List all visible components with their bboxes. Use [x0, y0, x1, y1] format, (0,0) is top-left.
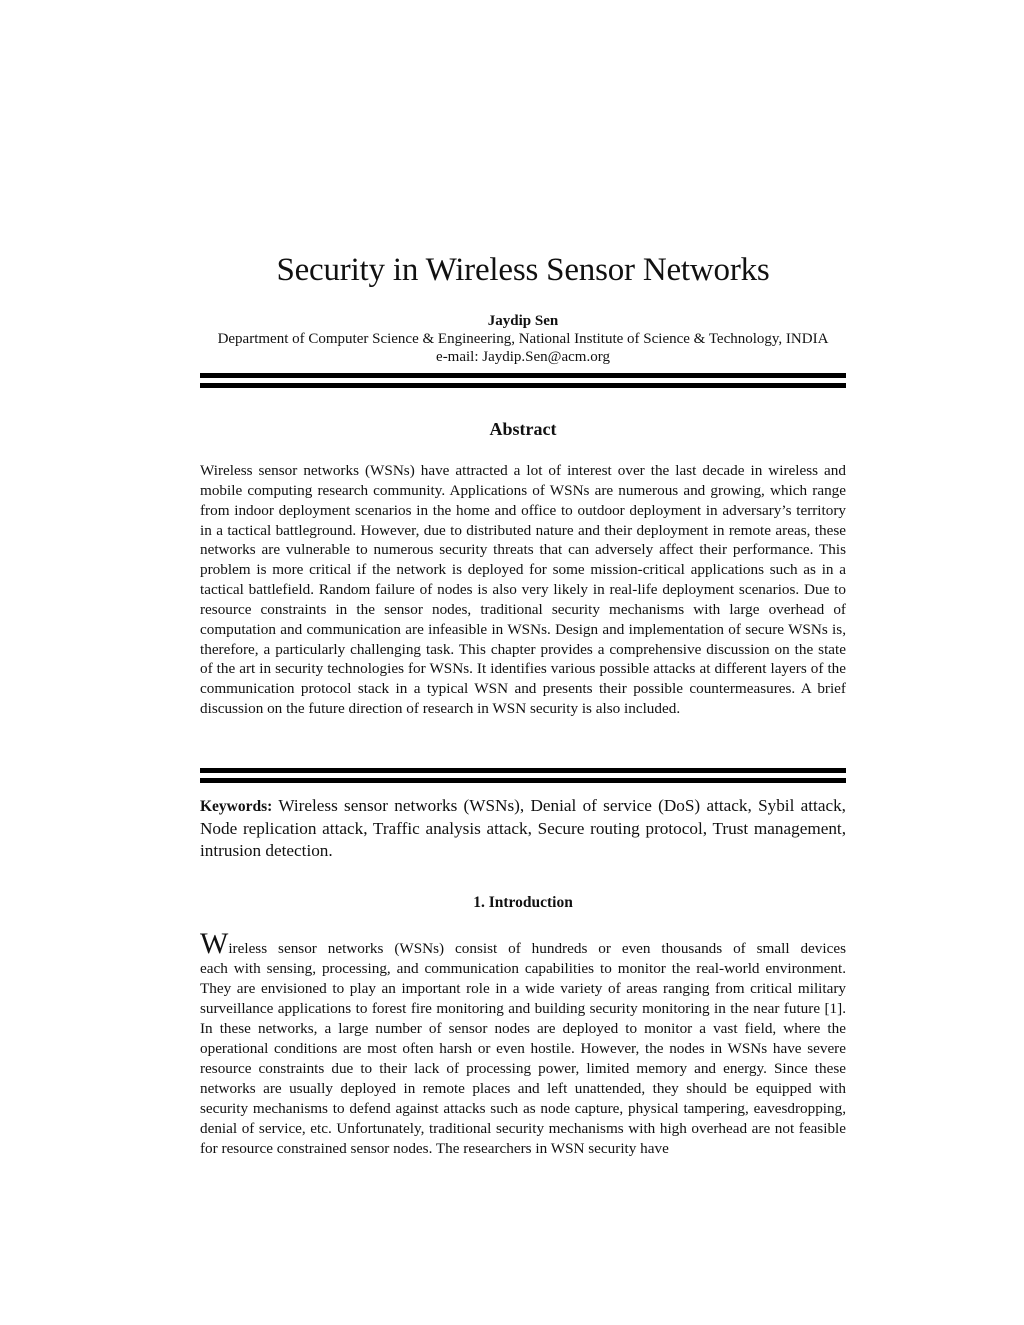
- author-name: Jaydip Sen: [487, 313, 559, 329]
- paper-title: Security in Wireless Sensor Networks: [276, 252, 770, 288]
- keywords-label: Keywords:: [200, 798, 273, 815]
- section-heading-introduction: 1. Introduction: [473, 894, 573, 911]
- author-email: e-mail: Jaydip.Sen@acm.org: [436, 349, 610, 365]
- divider-bar-thin: [200, 383, 846, 388]
- divider-bar-thick: [200, 768, 846, 773]
- author-affiliation: Department of Computer Science & Engineering, National Institute of Science & Technology, INDIA: [217, 331, 829, 347]
- introduction-paragraph: each with sensing, processing, and communication capabilities to monitor the real-world environment. They are envisioned to play an important role in a wide variety of areas ranging from critical military surveillance applications to forest fire monitoring and building security monitoring in the near future [1]. In these networks, a large number of sensor nodes are deployed to monitor a vast field, where the operational conditions are most often harsh or even hostile. However, the nodes in WSNs have severe resource constraints due to their lack of processing power, limited memory and energy. Since these networks are usually deployed in remote places and left unattended, they should be equipped with security mechanisms to defend against attacks such as node capture, physical tampering, eavesdropping, denial of service, etc. Unfortunately, traditional security mechanisms with high overhead are not feasible for resource constrained sensor nodes. The researchers in WSN security have: [200, 960, 846, 1157]
- keywords-text: Wireless sensor networks (WSNs), Denial of service (DoS) attack, Sybil attack, Node replication attack, Traffic analysis attack, Secure routing protocol, Trust management, intrusion detection.: [200, 796, 846, 860]
- introduction-body: [200, 927, 846, 1159]
- abstract-heading: Abstract: [489, 419, 557, 439]
- divider-bar-thick: [200, 373, 846, 378]
- header-divider: [200, 373, 846, 389]
- dropcap-letter: W: [200, 927, 229, 960]
- introduction-first-line-text: ireless sensor networks (WSNs) consist of hundreds or even thousands of small devices: [228, 940, 846, 957]
- keywords-block: [200, 795, 846, 862]
- abstract-divider: [200, 768, 846, 784]
- abstract-body: Wireless sensor networks (WSNs) have attracted a lot of interest over the last decade in wireless and mobile computing research community. Applications of WSNs are numerous and growing, which range from indoor deployment scenarios in the home and office to outdoor deployment in adversary’s territory in a tactical battleground. However, due to distributed nature and their deployment in remote areas, these networks are vulnerable to numerous security threats that can adversely affect their performance. This problem is more critical if the network is deployed for some mission-critical applications such as in a tactical battlefield. Random failure of nodes is also very likely in real-life deployment scenarios. Due to resource constraints in the sensor nodes, traditional security mechanisms with large overhead of computation and communication are infeasible in WSNs. Design and implementation of secure WSNs is, therefore, a particularly challenging task. This chapter provides a comprehensive discussion on the state of the art in security technologies for WSNs. It identifies various possible attacks at different layers of the communication protocol stack in a typical WSN and presents their possible countermeasures. A brief discussion on the future direction of research in WSN security is also included.: [200, 462, 846, 718]
- divider-bar-thin: [200, 778, 846, 783]
